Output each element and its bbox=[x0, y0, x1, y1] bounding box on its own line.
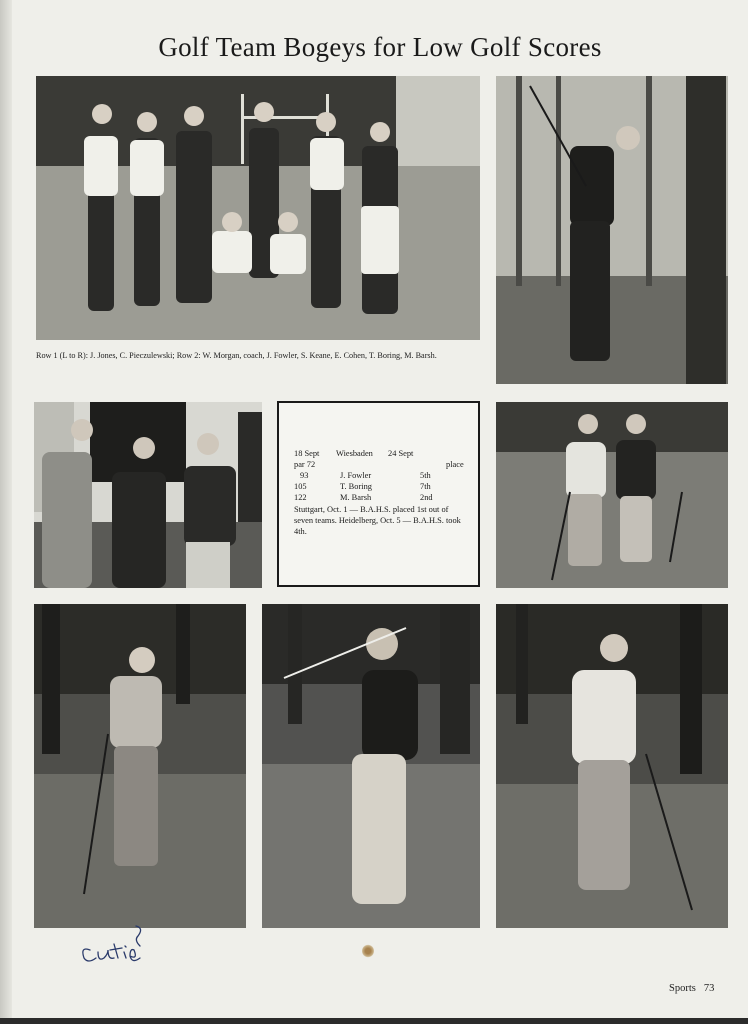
page-bottom-edge bbox=[0, 1018, 748, 1024]
golfer-swinging-photo bbox=[262, 604, 480, 928]
results-player: M. Barsh bbox=[340, 493, 372, 502]
results-score: 93 bbox=[300, 471, 309, 480]
team-photo-caption: Row 1 (L to R): J. Jones, C. Pieczulewski; Row 2: W. Morgan, coach, J. Fowler, S. Keane, E. Cohen, T. Boring, M. Barsh. bbox=[36, 351, 437, 360]
results-place-name: Wiesbaden bbox=[336, 449, 373, 458]
golfer-standing-photo bbox=[496, 604, 728, 928]
results-place: 2nd bbox=[420, 493, 433, 502]
trophy-room-photo bbox=[34, 402, 262, 588]
results-header-row bbox=[294, 448, 466, 459]
paper-stain bbox=[362, 944, 374, 958]
page-title: Golf Team Bogeys for Low Golf Scores bbox=[158, 32, 602, 62]
golfer-by-tree-photo bbox=[496, 76, 728, 384]
results-row bbox=[294, 470, 466, 481]
team-group-photo bbox=[36, 76, 480, 340]
page-footer bbox=[669, 983, 714, 994]
results-row bbox=[294, 492, 466, 503]
two-golfers-photo bbox=[496, 402, 728, 588]
golfer-posing-photo bbox=[34, 604, 246, 928]
results-note: Stuttgart, Oct. 1 — B.A.H.S. placed 1st out of seven teams. Heidelberg, Oct. 5 — B.A.H.S. took 4th. bbox=[294, 505, 461, 536]
results-table bbox=[294, 448, 466, 537]
footer-page-number: 73 bbox=[703, 983, 715, 994]
results-date-2: 24 Sept bbox=[388, 449, 414, 458]
results-score: 105 bbox=[294, 482, 307, 491]
results-row bbox=[294, 481, 466, 492]
page-binding-edge bbox=[0, 0, 12, 1024]
results-score: 122 bbox=[294, 493, 307, 502]
results-place-label: place bbox=[446, 460, 464, 469]
handwritten-note bbox=[72, 906, 146, 968]
tournament-results-box bbox=[277, 401, 480, 587]
results-place: 5th bbox=[420, 471, 431, 480]
results-place: 7th bbox=[420, 482, 431, 491]
footer-section: Sports bbox=[669, 983, 696, 994]
results-par: par 72 bbox=[294, 460, 316, 469]
results-player: J. Fowler bbox=[340, 471, 372, 480]
results-date-1: 18 Sept bbox=[294, 449, 320, 458]
results-subheader-row bbox=[294, 459, 466, 470]
results-player: T. Boring bbox=[340, 482, 372, 491]
